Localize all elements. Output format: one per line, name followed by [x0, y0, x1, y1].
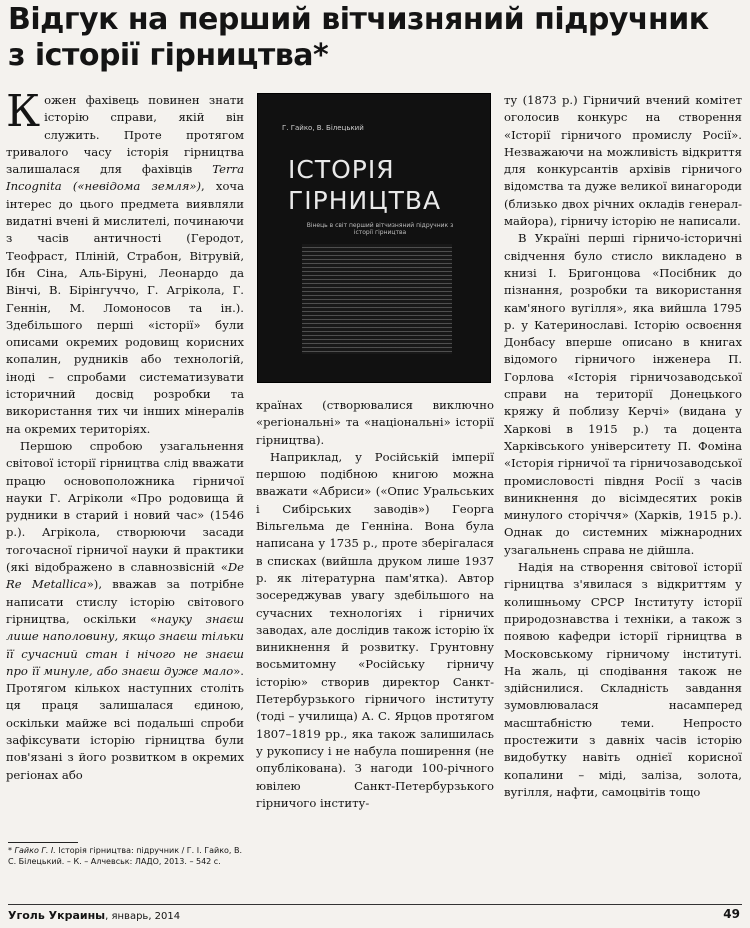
column-3	[504, 92, 742, 801]
column-2	[256, 397, 494, 812]
title-line-1: Відгук на перший вітчизняний підручник	[8, 2, 709, 37]
book-subtitle: Вінець в світ перший вітчизняний підручник з історії гірництва	[306, 222, 454, 236]
book-cover-image	[257, 93, 491, 383]
paragraph-2: Першою спробою узагальнення світової історії гірництва слід вважати працю основоположника гірничої науки Г. Агріколи «Про родовища й рудники в старий і новий час» (1546 р.). Агрікола, створюючи засади тогочасної гірничої науки й практики (які відображено в славнозвісній «De Re Metallica»), вважав за потрібне написати стислу історію світового гірництва, оскільки «науку знаєш лише наполовину, якщо знаєш тільки її сучасний стан і нічого не знаєш про її минуле, або знаєш дуже мало». Протягом кількох наступних століть ця праця залишалася єдиною, оскільки майже всі подальші спроби зафіксувати історію гірництва були пов'язані з його розвитком в окремих регіонах або	[6, 438, 245, 782]
paragraph-5: ту (1873 р.) Гірничий вчений комітет оголосив конкурс на створення «Історії гірничого промислу Росії». Незважаючи на можливість відкриття для конкурсантів архівів гірничого відомства та дуже великої винагороди (близько двох річних окладів генерал-майора), гірничу історію не написали.	[504, 93, 742, 229]
paragraph-7: Надія на створення світової історії гірництва з'явилася з відкриттям у колишньому СРСР Інституту історії природознавства і техніки, а також з появою кафедри історії гірництва в Московському гірничому інституті. На жаль, ці сподівання також не здійснилися. Складність завдання зумовлювалася насамперед масштабністю теми. Непросто простежити з давніх часів історію видобутку навіть однієї корисної копалини – міді, заліза, золота, вугілля, нафти, самоцвітів тощо	[504, 560, 742, 799]
paragraph-1: Кожен фахівець повинен знати історію справи, якій він служить. Проте протягом тривалого часу історія гірництва залишалася для фахівців Terra Incognita («невідома земля»), хоча інтерес до цього предмета виявляли видатні вчені й мислителі, починаючи з часів античності (Геродот, Теофраст, Пліній, Страбон, Вітрувій, Ібн Сіна, Аль-Біруні, Леонардо да Вінчі, В. Бірінгуччо, Г. Агрікола, Г. Геннін, М. Ломоносов та ін.). Здебільшого перші «історії» були описами окремих родовищ корисних копалин, рудників або технологій, іноді – спробами систематизувати історичний досвід розробки та використання тих чи інших мінералів на окремих територіях.	[6, 86, 245, 436]
article-title	[8, 2, 742, 74]
drop-cap: К	[6, 86, 41, 137]
journal-footer	[8, 909, 180, 922]
footnote-divider	[8, 842, 78, 843]
column-1	[6, 86, 245, 784]
book-authors: Г. Гайко, В. Білецький	[282, 124, 364, 132]
book-title: ІСТОРІЯ ГІРНИЦТВА	[288, 155, 442, 215]
footnote: * Гайко Г. І. Історія гірництва: підручник / Г. І. Гайко, В. С. Білецький. – К. – Алчевськ: ЛАДО, 2013. – 542 с.	[8, 846, 243, 866]
paragraph-4: Наприклад, у Російській імперії першою подібною книгою можна вважати «Абриси» («Опис Уральських і Сибірських заводів») Георга Вільгельма де Генніна. Вона була написана у 1735 р., проте зберігалася в списках (вийшла друком лише 1937 р. як літературна пам'ятка). Автор зосереджував увагу здебільшого на сучасних технологіях і гірничих заводах, але дослідив також історію їх виникнення й розвитку. Грунтовну восьмитомну «Російську гірничу історію» створив директор Санкт-Петербурзького гірничого інституту (тоді – училища) А. С. Ярцов протягом 1807–1819 рр., яка також залишилась у рукопису і не набула поширення (не опублікована). З нагоди 100-річного ювілею Санкт-Петербурзького гірничого інститу-	[256, 449, 494, 810]
paragraph-6: В Україні перші гірничо-історичні свідчення було стисло викладено в книзі І. Бригонцова «Посібник до пізнання, розробки та використання кам'яного вугілля», яка вийшла 1795 р. у Катеринославі. Історію освоєння Донбасу вперше описано в книгах відомого гірничого інженера П. Горлова «Історія гірничозаводської справи на території Донецького кряжу й поблизу Керчі» (видана у Харкові в 1915 р.) та доцента Харківського університету П. Фоміна «Історія гірничої та гірничозаводської промисловості півдня Росії з часів виникнення до вісімдесятих років минулого сторіччя» (Харків, 1915 р.). Однак до системних міжнародних узагальнень справа не дійшла.	[504, 231, 742, 557]
title-line-2: з історії гірництва*	[8, 38, 329, 73]
journal-name: Уголь Украины	[8, 909, 106, 922]
book-cover-text-block	[302, 244, 452, 354]
paragraph-3: країнах (створювалися виключно «регіональні» та «національні» історії гірництва).	[256, 398, 494, 447]
page-number: 49	[723, 907, 740, 921]
footer-divider	[8, 904, 742, 905]
journal-issue: , январь, 2014	[105, 911, 181, 922]
